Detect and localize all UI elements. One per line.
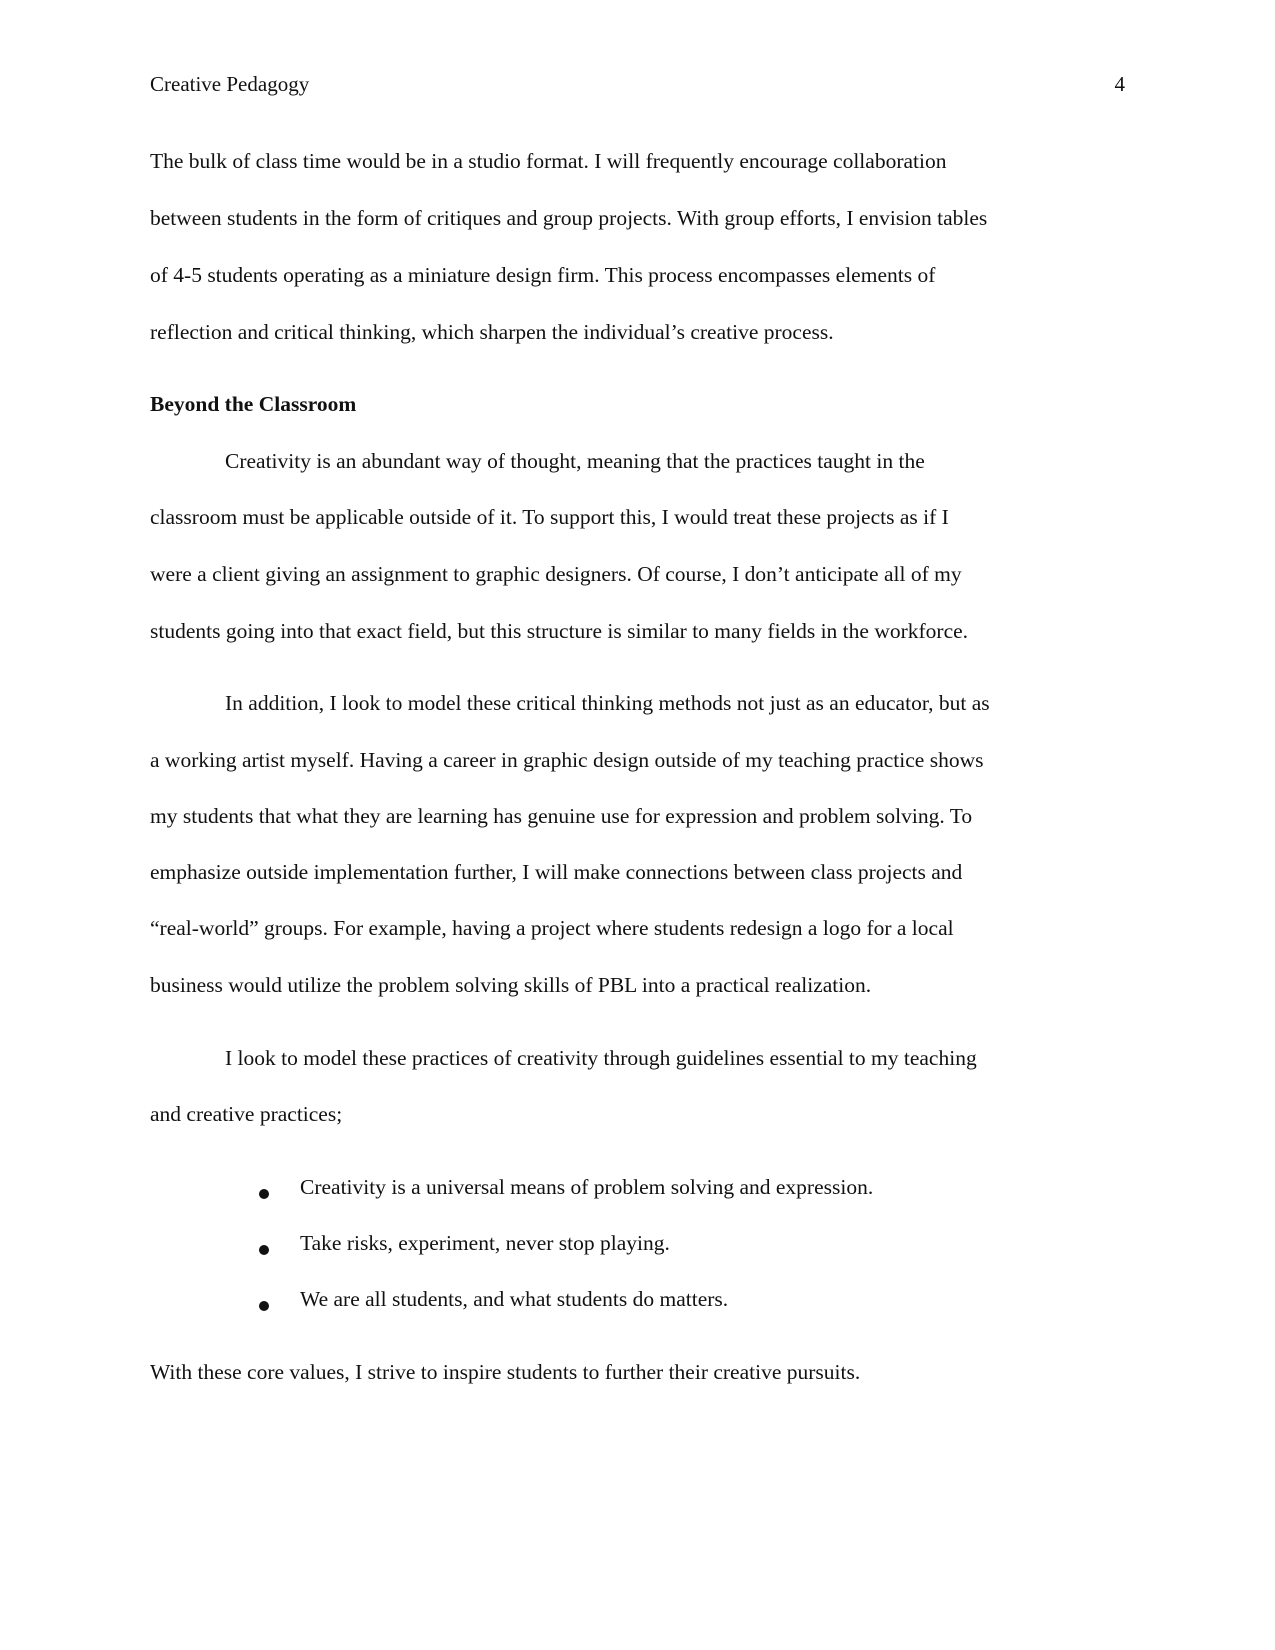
bullet-icon [259, 1189, 269, 1199]
paragraph-line: my students that what they are learning has genuine use for expression and problem solving. To [150, 804, 973, 828]
bullet-icon [259, 1245, 269, 1255]
bullet-icon [259, 1301, 269, 1311]
paragraph-line: “real-world” groups. For example, having a project where students redesign a logo for a local [150, 916, 954, 940]
list-item: We are all students, and what students do matters. [300, 1287, 729, 1311]
paragraph-line: classroom must be applicable outside of it. To support this, I would treat these projects as if I [150, 505, 949, 529]
paragraph-line: Creativity is an abundant way of thought, meaning that the practices taught in the [225, 449, 925, 473]
closing-line: With these core values, I strive to inspire students to further their creative pursuits. [150, 1360, 861, 1384]
list-item: Creativity is a universal means of problem solving and expression. [300, 1175, 874, 1199]
paragraph-line: reflection and critical thinking, which sharpen the individual’s creative process. [150, 320, 834, 344]
paragraph-line: In addition, I look to model these critical thinking methods not just as an educator, but as [225, 691, 990, 715]
running-head: Creative Pedagogy [150, 72, 310, 96]
paragraph-line: students going into that exact field, but this structure is similar to many fields in the workforce. [150, 619, 969, 643]
paragraph-line: and creative practices; [150, 1102, 343, 1126]
paragraph-line: between students in the form of critiques and group projects. With group efforts, I envision tables [150, 206, 988, 230]
paragraph-line: The bulk of class time would be in a studio format. I will frequently encourage collaboration [150, 149, 947, 173]
page-number: 4 [1114, 72, 1125, 96]
paragraph-line: were a client giving an assignment to graphic designers. Of course, I don’t anticipate all of my [150, 562, 962, 586]
paragraph-line: emphasize outside implementation further, I will make connections between class projects and [150, 860, 963, 884]
paragraph-line: I look to model these practices of creativity through guidelines essential to my teaching [225, 1046, 977, 1070]
section-heading: Beyond the Classroom [150, 392, 357, 416]
paragraph-line: of 4-5 students operating as a miniature design firm. This process encompasses elements of [150, 263, 936, 287]
paragraph-line: business would utilize the problem solving skills of PBL into a practical realization. [150, 973, 872, 997]
list-item: Take risks, experiment, never stop playing. [300, 1231, 670, 1255]
paragraph-line: a working artist myself. Having a career in graphic design outside of my teaching practice shows [150, 748, 984, 772]
